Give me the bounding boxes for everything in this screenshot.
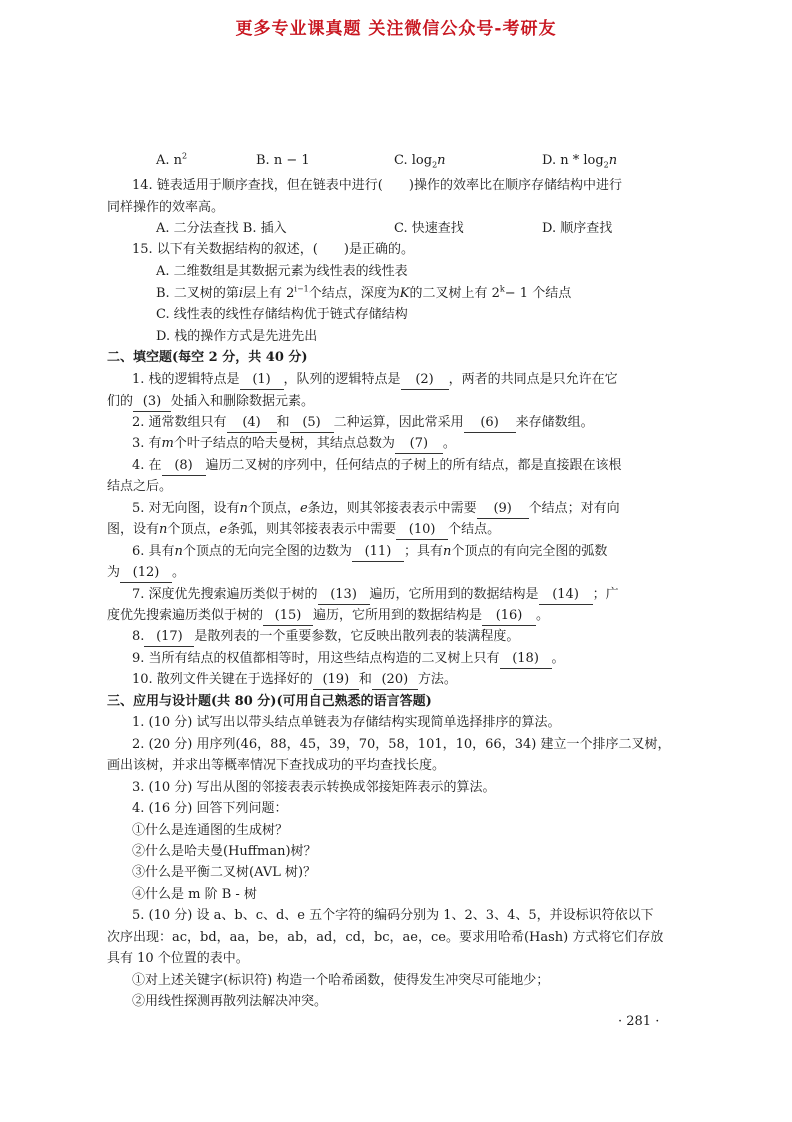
fill-q1-cont: 们的 (3) 处插入和删除数据元素。 [107,393,314,412]
fill-q9: 9. 当所有结点的权值都相等时，用这些结点构造的二叉树上只有 (18) 。 [132,650,565,669]
fill-q2: 2. 通常数组只有 (4) 和 (5) 二种运算，因此常采用 (6) 来存储数组。 [132,414,594,433]
blank-3: (3) [133,393,171,412]
blank-17: (17) [144,628,194,647]
q15-stem: 15. 以下有关数据结构的叙述，( )是正确的。 [132,242,414,257]
blank-7: (7) [395,435,443,454]
app-q4-item-3: ③什么是平衡二叉树(AVL 树)？ [132,865,317,880]
fill-q10: 10. 散列文件关键在于选择好的 (19) 和 (20) 方法。 [132,671,457,690]
blank-13: (13) [318,586,370,605]
app-q4: 4. (16 分) 回答下列问题： [132,801,288,816]
q15-option-c: C. 线性表的线性存储结构优于链式存储结构 [156,307,408,322]
q13-option-a: A. $n^2$ [156,151,188,168]
app-q4-item-2: ②什么是哈夫曼(Huffman)树？ [132,844,317,859]
blank-20: (20) [372,671,418,690]
app-q3: 3. (10 分) 写出从图的邻接表表示转换成邻接矩阵表示的算法。 [132,780,496,795]
blank-12: (12) [120,564,172,583]
q14-option-d: D. 顺序查找 [542,221,613,236]
blank-16: (16) [482,607,536,626]
blank-8: (8) [162,457,206,476]
fill-q6: 6. 具有n个顶点的无向完全图的边数为 (11) ；具有n个顶点的有向完全图的弧数 [132,543,607,562]
blank-2: (2) [401,371,449,390]
app-q4-item-1: ①什么是连通图的生成树？ [132,823,289,838]
blank-11: (11) [352,543,404,562]
fill-q4-cont: 结点之后。 [107,479,173,494]
q13-option-c: C. $\log_2n$ [394,153,446,170]
app-q1: 1. (10 分) 试写出以带头结点单链表为存储结构实现简单选择排序的算法。 [132,715,561,730]
q13-option-d: D. n * $\log_2n$ [542,153,618,170]
blank-18: (18) [500,650,552,669]
q14-stem: 14. 链表适用于顺序查找，但在链表中进行( )操作的效率比在顺序存储结构中进行 [132,178,622,193]
promo-banner: 更多专业课真题 关注微信公众号-考研友 [235,19,557,39]
fill-q1: 1. 栈的逻辑特点是 (1) ，队列的逻辑特点是 (2) ，两者的共同点是只允许在它 [132,371,618,390]
q14-option-ab: A. 二分法查找 B. 插入 [156,221,287,236]
app-q4-item-4: ④什么是 m 阶 B - 树 [132,887,257,902]
q15-option-d: D. 栈的操作方式是先进先出 [156,329,318,344]
app-q5-item-2: ②用线性探测再散列法解决冲突。 [132,994,328,1009]
page-number: · 281 · [618,1014,660,1029]
fill-q8: 8. (17) 是散列表的一个重要参数，它反映出散列表的装满程度。 [132,628,519,647]
q14-stem-cont: 同样操作的效率高。 [107,200,225,215]
blank-9: (9) [477,500,529,519]
app-q5-item-1: ①对上述关键字(标识符) 构造一个哈希函数，使得发生冲突尽可能地少； [132,973,550,988]
fill-q5-cont: 图，设有n个顶点，e条弧，则其邻接表表示中需要 (10) 个结点。 [107,521,500,540]
fill-q7-cont: 度优先搜索遍历类似于树的 (15) 遍历，它所用到的数据结构是 (16) 。 [107,607,549,626]
blank-5: (5) [290,414,334,433]
q15-option-a: A. 二维数组是其数据元素为线性表的线性表 [156,264,408,279]
app-q2-cont: 画出该树，并求出等概率情况下查找成功的平均查找长度。 [107,758,446,773]
app-q5-cont-2: 具有 10 个位置的表中。 [107,951,249,966]
app-q5: 5. (10 分) 设 a、b、c、d、e 五个字符的编码分别为 1、2、3、4、5，并设标识符依以下 [132,908,654,923]
blank-15: (15) [263,607,313,626]
q14-option-c: C. 快速查找 [394,221,464,236]
section-3-title: 三、应用与设计题(共 80 分)(可用自己熟悉的语言答题) [107,694,432,709]
fill-q5: 5. 对无向图，设有n个顶点，e条边，则其邻接表表示中需要 (9) 个结点；对有向 [132,500,620,519]
fill-q6-cont: 为 (12) 。 [107,564,185,583]
q13-option-b: B. n − 1 [256,153,310,168]
fill-q7: 7. 深度优先搜索遍历类似于树的 (13) 遍历，它所用到的数据结构是 (14) ；广 [132,586,619,605]
fill-q3: 3. 有m个叶子结点的哈夫曼树，其结点总数为 (7) 。 [132,435,456,454]
blank-14: (14) [539,586,593,605]
blank-6: (6) [464,414,516,433]
fill-q4: 4. 在 (8) 遍历二叉树的序列中，任何结点的子树上的所有结点，都是直接跟在该根 [132,457,622,476]
section-2-title: 二、填空题(每空 2 分，共 40 分) [107,350,308,365]
q15-option-b: B. 二叉树的第i层上有 $2^{i-1}$个结点，深度为K的二叉树上有 $2^k- 1$ 个结点 [156,284,572,301]
blank-19: (19) [313,671,359,690]
blank-1: (1) [240,371,284,390]
blank-4: (4) [227,414,277,433]
app-q5-cont-1: 次序出现：ac，bd，aa，be，ab，ad，cd，bc，ae，ce。要求用哈希(Hash) 方式将它们存放 [107,930,664,945]
blank-10: (10) [396,521,448,540]
app-q2: 2. (20 分) 用序列(46，88，45，39，70，58，101，10，66，34) 建立一个排序二叉树， [132,737,671,752]
